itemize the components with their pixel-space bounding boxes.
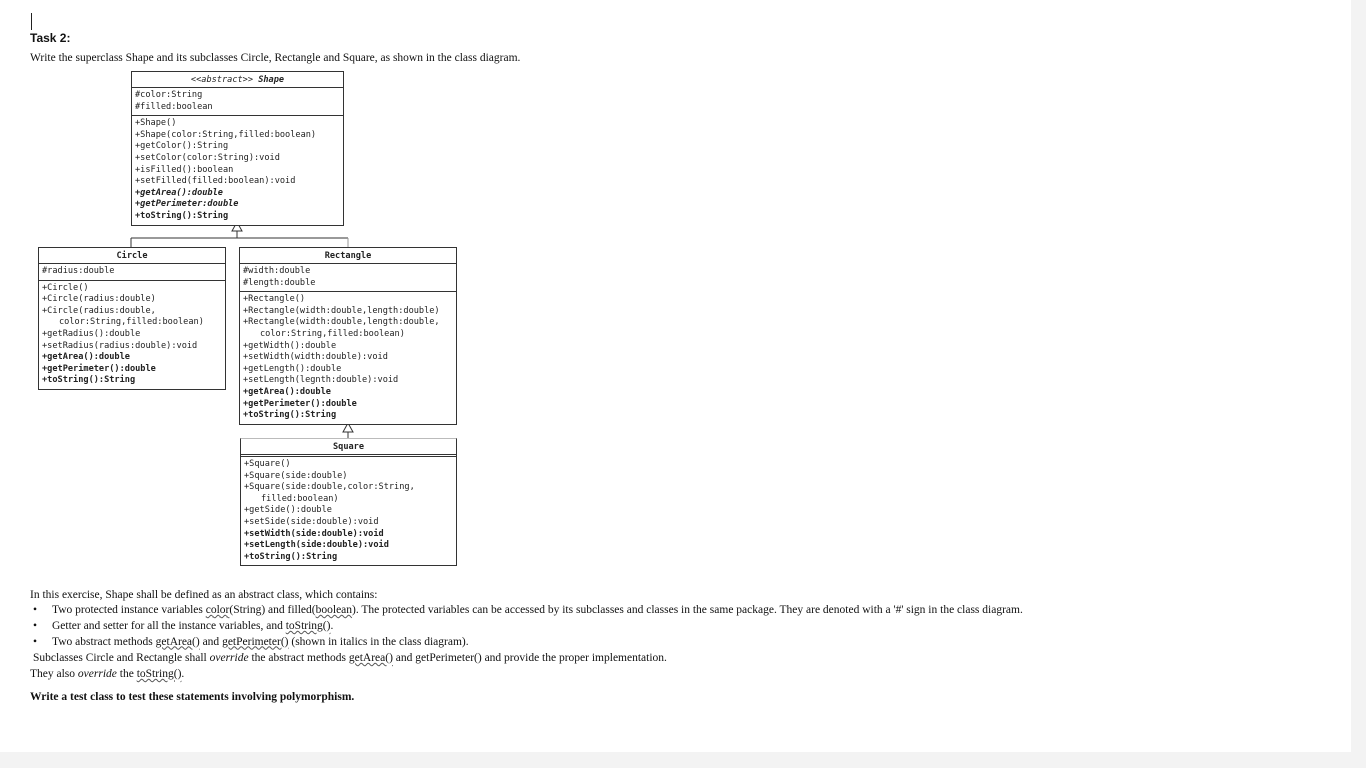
class-name: Circle <box>39 248 225 264</box>
spellcheck-word: boolean <box>315 604 353 616</box>
paragraph-abstract-intro: In this exercise, Shape shall be defined as an abstract class, which contains: <box>30 589 378 601</box>
text-run: Two protected instance variables <box>52 604 206 616</box>
text-run: override <box>209 652 249 664</box>
spellcheck-word: toString() <box>136 668 182 680</box>
paragraph-override <box>30 668 184 680</box>
text-run: the <box>116 668 137 680</box>
uml-method: +setSide(side:double):void <box>244 516 379 527</box>
uml-method: +Square(side:double,color:String, <box>244 482 415 493</box>
uml-fields <box>240 264 456 292</box>
uml-method: +setFilled(filled:boolean):void <box>135 176 296 187</box>
uml-fields <box>39 264 225 281</box>
uml-method: +getLength():double <box>243 363 342 374</box>
spellcheck-word: color <box>205 604 230 616</box>
uml-class-square <box>240 438 457 566</box>
stereotype-label: <<abstract>> <box>190 75 254 85</box>
uml-field: #width:double <box>243 266 311 276</box>
uml-fields <box>132 88 343 116</box>
uml-method: +Circle() <box>42 282 89 293</box>
uml-method: +getRadius():double <box>42 328 141 339</box>
uml-method: +Rectangle(width:double,length:double) <box>243 305 440 316</box>
uml-methods <box>241 457 456 565</box>
uml-method: +toString():String <box>243 410 337 421</box>
uml-class-title <box>132 72 343 88</box>
uml-method: +setLength(legnth:double):void <box>243 375 399 386</box>
uml-field: #length:double <box>243 277 316 288</box>
uml-method: +setRadius(radius:double):void <box>42 340 198 351</box>
uml-method: +Square(side:double) <box>244 470 348 481</box>
intro-paragraph: Write the superclass Shape and its subclasses Circle, Rectangle and Square, as shown in the class diagram. <box>30 52 521 64</box>
text-run: (String) and filled( <box>229 604 316 616</box>
uml-field: #color:String <box>135 90 203 100</box>
uml-method: +setLength(side:double):void <box>244 540 389 551</box>
uml-method: +getArea():double <box>42 352 130 363</box>
uml-method: +setWidth(side:double):void <box>244 528 384 539</box>
text-run: Two abstract methods <box>52 635 156 648</box>
uml-field: #filled:boolean <box>135 101 213 112</box>
uml-methods <box>39 281 225 389</box>
requirements-list <box>30 603 1023 650</box>
uml-method: +Shape(color:String,filled:boolean) <box>135 129 317 140</box>
uml-class-circle <box>38 247 226 390</box>
text-run: They also <box>30 668 78 680</box>
list-item <box>30 619 1023 635</box>
text-run: . <box>330 619 334 632</box>
uml-method: +Shape() <box>135 118 177 129</box>
uml-method: color:String,filled:boolean) <box>260 328 405 339</box>
list-item <box>30 603 1023 619</box>
spellcheck-word: getArea() <box>348 652 393 664</box>
text-run: the abstract methods <box>248 652 349 664</box>
class-name: Rectangle <box>240 248 456 264</box>
uml-methods <box>240 292 456 424</box>
uml-methods <box>132 116 343 224</box>
list-item <box>30 635 1023 651</box>
paragraph-subclasses <box>33 652 667 664</box>
uml-method: +Rectangle() <box>243 294 306 305</box>
text-run: and getPerimeter() and provide the proper implementation. <box>392 652 667 664</box>
uml-method: +setWidth(width:double):void <box>243 352 388 363</box>
uml-method: +getColor():String <box>135 141 229 152</box>
uml-method: +Circle(radius:double) <box>42 294 156 305</box>
text-run: ). The protected variables can be accessed by its subclasses and classes in the same package. They are denoted with a '#' sign in the class diagram. <box>352 604 1023 616</box>
paragraph-test-instruction: Write a test class to test these statements involving polymorphism. <box>30 691 355 703</box>
class-name: Shape <box>258 75 285 85</box>
uml-method: color:String,filled:boolean) <box>59 317 204 328</box>
uml-class-rectangle <box>239 247 457 425</box>
text-run: override <box>77 668 117 680</box>
uml-abstract-method: +getPerimeter:double <box>135 199 239 210</box>
uml-method: +Circle(radius:double, <box>42 305 156 316</box>
text-run: (shown in italics in the class diagram). <box>288 635 469 648</box>
uml-method: +toString():String <box>42 375 136 386</box>
uml-class-shape <box>131 71 344 226</box>
uml-abstract-method: +getArea():double <box>135 187 223 198</box>
class-name: Square <box>241 439 456 455</box>
text-run: and <box>199 635 223 648</box>
uml-method: +toString():String <box>135 210 229 221</box>
task-heading: Task 2: <box>30 31 71 45</box>
uml-method: +Square() <box>244 459 291 469</box>
uml-method: +getPerimeter():double <box>42 363 156 374</box>
spellcheck-word: getPerimeter() <box>222 635 289 648</box>
uml-method: +getPerimeter():double <box>243 398 357 409</box>
spellcheck-word: getArea() <box>155 635 200 648</box>
uml-method: +getArea():double <box>243 386 331 397</box>
uml-field: #radius:double <box>42 266 115 276</box>
uml-method: filled:boolean) <box>261 493 339 504</box>
uml-method: +toString():String <box>244 551 338 562</box>
text-run: Getter and setter for all the instance variables, and <box>52 619 286 632</box>
spellcheck-word: toString() <box>285 619 331 632</box>
uml-method: +isFilled():boolean <box>135 164 234 175</box>
uml-method: +Rectangle(width:double,length:double, <box>243 317 440 328</box>
uml-method: +setColor(color:String):void <box>135 152 280 163</box>
text-run: . <box>181 668 185 680</box>
text-run: Subclasses Circle and Rectangle shall <box>33 652 210 664</box>
uml-method: +getWidth():double <box>243 340 337 351</box>
uml-method: +getSide():double <box>244 505 332 516</box>
